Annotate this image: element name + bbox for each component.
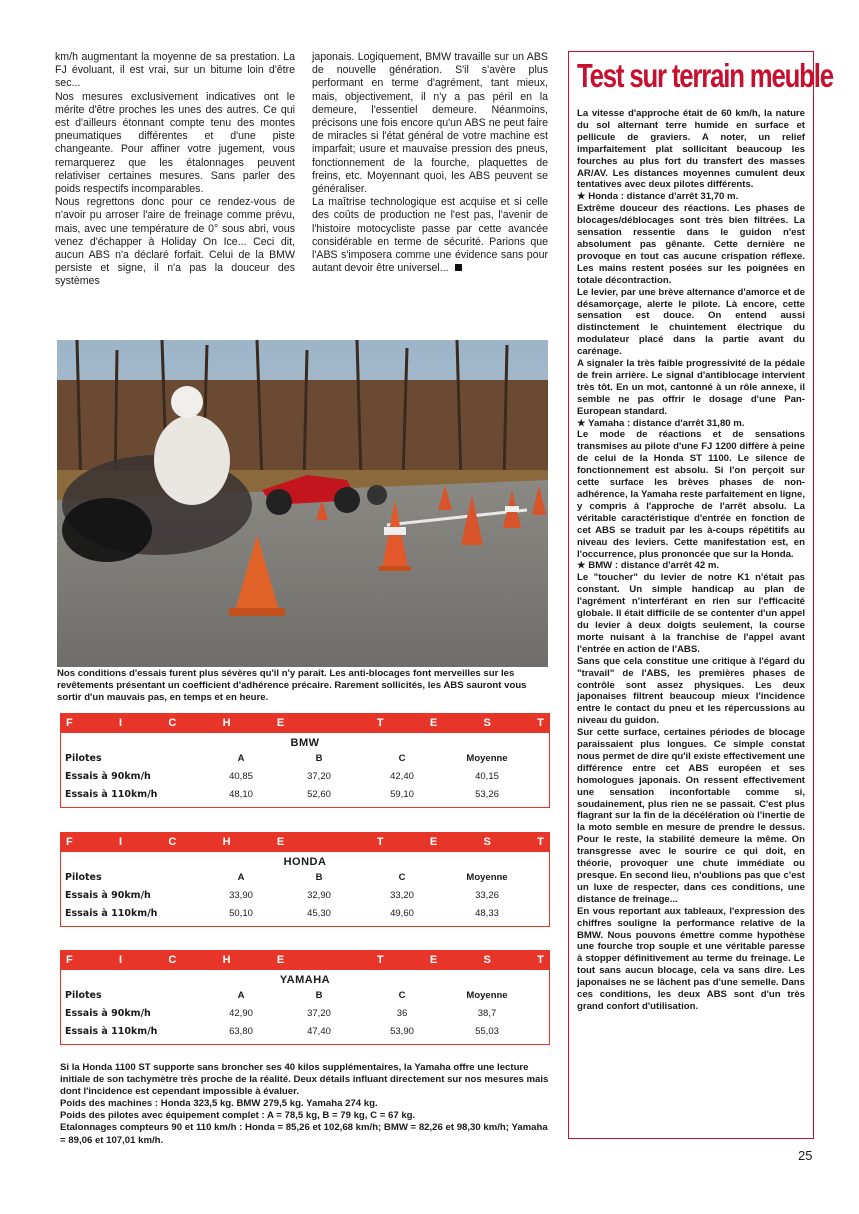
table-row: Essais à 110km/h 48,10 52,60 59,10 53,26 — [65, 789, 499, 800]
paragraph: japonais. Logiquement, BMW travaille sur un ABS de nouvelle génération. S'il s'avère plus performant en terme d'agrément, tant mieux, mais, objectivement, il n'y a pas péril en la demeure, l'essentiel demeure. Néanmoins, précisons une fois encore qu'un ABS ne peut faire de miracles si l'état général de votre machine est imparfait; usure et mauvaise pression des pneus, fonctionnement de la fourche, plaquettes de freins, etc. Moyennant quoi, les ABS peuvent se généraliser. — [312, 51, 548, 196]
text-column-middle — [312, 51, 548, 275]
sidebar-subhead: ★ Yamaha : distance d'arrêt 31,80 m. — [577, 417, 745, 429]
test-photo — [57, 340, 548, 667]
sidebar-paragraph: En vous reportant aux tableaux, l'expression des chiffres souligne la performance relative de la BMW. Nous pouvons émettre comme hypothèse une fourche trop souple et une véritable paresse à stopper définitivement au terme du freinage. Le tout sans aucun blocage, cela va sans dire. Les japonaises ne se lâchent pas d'une semelle. Dans ces conditions, les deux ABS sont d'un très grand confort d'utilisation. — [577, 905, 805, 1012]
fiche-table-bmw — [60, 713, 550, 808]
sidebar-box — [568, 51, 833, 1139]
note: Etalonnages compteurs 90 et 110 km/h : Honda = 85,26 et 102,68 km/h; BMW = 82,26 et 98,30 km/h; Yamaha = 89,06 et 107,01 km/h. — [60, 1122, 548, 1146]
paragraph: Nos mesures exclusivement indicatives ont le mérite d'être proches les unes des autres. Ce qui est d'ailleurs étonnant compte tenu des montes pneumatiques différentes et d'une piste changeante. Pour affiner votre jugement, vous remarquerez que les étalonnages peuvent relativiser certaines mesures. Sans parler des poids respectifs incomparables. — [55, 90, 295, 196]
fiche-table-honda — [60, 832, 550, 927]
paragraph: La maîtrise technologique est acquise et si celle des coûts de production ne l'est pas, l'avenir de l'histoire motocycliste passe par cette avancée considérable en terme de sécurité. Parions que l'ABS s'imposera comme une évidence sans pour autant devoir être universel... — [312, 196, 548, 275]
photo-illustration — [57, 340, 548, 667]
sidebar-subhead: ★ BMW : distance d'arrêt 42 m. — [577, 560, 720, 572]
sidebar-title: Test sur terrain meuble — [577, 57, 833, 94]
table-header-row: Pilotes A B C Moyenne — [65, 872, 508, 883]
table-brand: HONDA — [283, 856, 327, 868]
table-header-row: Pilotes A B C Moyenne — [65, 753, 508, 764]
fiche-header: F I C H E T E S T — [60, 713, 550, 733]
table-row: Essais à 90km/h 33,90 32,90 33,20 33,26 — [65, 890, 499, 901]
sidebar-paragraph: Extrême douceur des réactions. Les phases de blocages/déblocages sont très bien filtrées. La sensation ressentie dans le guidon n'est absolument pas gênante. Cette dernière ne provoque en tout cas aucune crispation réflexe. Les mains restent posées sur les poignées en totale décontraction. — [577, 203, 805, 286]
sidebar-paragraph: Sur cette surface, certaines périodes de blocage paraissaient plus longues. Ce simple constat nous permet de dire qu'il existe effectivement une différence entre cet ABS européen et ses homologues japonais. On ressent effectivement une sensation inconfortable comme si, soudainement, plus rien ne se passait. C'est plus flagrant sur la fin de la décélération où l'inertie de la moto semble en mesure de prendre le dessus. Pour le reste, la stabilité demeure la même. On transgresse avec le sourire ce qui doit, en théorie, provoquer une chute immédiate ou presque. En second lieu, n'oublions pas que c'est un luxe de respecter, dans ces conditions, une distance de freinage... — [577, 727, 805, 905]
sidebar-body — [577, 108, 805, 1013]
end-mark — [455, 264, 462, 271]
note: Poids des pilotes avec équipement complet : A = 78,5 kg, B = 79 kg, C = 67 kg. — [60, 1110, 416, 1122]
paragraph: Nous regrettons donc pour ce rendez-vous de n'avoir pu arroser l'aire de freinage comme prévu, mais, avec une température de 0° sous abri, vous venez d'échapper à Holiday On Ice... Ceci dit, aucun ABS n'a déclaré forfait. Celui de la BMW persiste et signe, il n'a pas la douceur des systèmes — [55, 196, 295, 288]
note: Si la Honda 1100 ST supporte sans broncher ses 40 kilos supplémentaires, la Yamaha offre une lecture initiale de son tachymètre très proche de la réalité. Deux détails influant directement sur nos mesures mais dont l'incidence est cependant impossible à évaluer. — [60, 1062, 549, 1098]
sidebar-paragraph: La vitesse d'approche était de 60 km/h, la nature du sol alternant terre humide en surface et pellicule de graviers. A noter, un relief imparfaitement plat sollicitant beaucoup les fourches au plus fort du transfert des masses AR/AV. Les distances moyennes cumulent deux tentatives avec deux pilotes différents. — [577, 108, 805, 191]
table-row: Essais à 90km/h 42,90 37,20 36 38,7 — [65, 1008, 497, 1019]
sidebar-paragraph: Sans que cela constitue une critique à l'égard du "travail" de l'ABS, les premières phases de contrôle sont assez physiques. Les deux japonaises filtrent beaucoup mieux l'incidence entre le contact du pneu et les répercussions au niveau du guidon. — [577, 655, 805, 727]
table-notes — [60, 1062, 552, 1147]
paragraph: km/h augmentant la moyenne de sa prestation. La FJ évoluant, il est vrai, sur un bitume loin d'être sec... — [55, 51, 295, 90]
sidebar-paragraph: A signaler la très faible progressivité de la pédale de frein arrière. Le signal d'antiblocage intervient très tôt. En un mot, cantonné à un rôle annexe, il semble ne pas offrir le dosage d'une Pan-European standard. — [577, 358, 805, 417]
photo-caption: Nos conditions d'essais furent plus sévères qu'il n'y paraît. Les anti-blocages font merveilles sur les revêtements présentant un coefficient d'adhérence précaire. Rarement sollicités, les ABS sauront vous sortir d'un mauvais pas, en temps et en heure. — [57, 668, 527, 704]
sidebar-paragraph: Le levier, par une brève alternance d'amorce et de désamorçage, alerte le pilote. Là encore, cette sensation est douce. On entend aussi distinctement le chuintement électrique du modulateur placé dans la partie avant du carénage. — [577, 286, 805, 358]
table-row: Essais à 110km/h 50,10 45,30 49,60 48,33 — [65, 908, 499, 919]
note: Poids des machines : Honda 323,5 kg. BMW 279,5 kg. Yamaha 274 kg. — [60, 1098, 378, 1110]
text-column-left — [55, 51, 295, 289]
fiche-header: F I C H E T E S T — [60, 832, 550, 852]
fiche-header: F I C H E T E S T — [60, 950, 550, 970]
page-number: 25 — [798, 1148, 813, 1163]
sidebar-paragraph: Le "toucher" du levier de notre K1 n'était pas constant. Un simple handicap au plan de l'agrément n'interférant en rien sur l'efficacité globale. Il était difficile de se contenter d'un appel du levier à deux doigts seulement, la course morte nuisant à la franchise de l'appel avant l'entrée en action de l'ABS. — [577, 572, 805, 655]
sidebar-subhead: ★ Honda : distance d'arrêt 31,70 m. — [577, 191, 739, 203]
table-brand: BMW — [290, 737, 320, 749]
table-brand: YAMAHA — [279, 974, 331, 986]
table-row: Essais à 90km/h 40,85 37,20 42,40 40,15 — [65, 771, 499, 782]
sidebar-paragraph: Le mode de réactions et de sensations transmises au pilote d'une FJ 1200 diffère à peine de celui de la Honda ST 1100. Le silence de fonctionnement est absolu. Si l'on perçoit sur cette surface les brèves phases de non-adhérence, la Yamaha reste parfaitement en ligne, y compris à l'approche de l'arrêt absolu. La véritable caractéristique d'entrée en fonction de cet ABS se traduit par les à-coups répétitifs au niveau des leviers. Cette manifestation est, en l'occurrence, plus prononcée que sur la Honda. — [577, 429, 805, 560]
table-header-row: Pilotes A B C Moyenne — [65, 990, 508, 1001]
table-row: Essais à 110km/h 63,80 47,40 53,90 55,03 — [65, 1026, 499, 1037]
fiche-table-yamaha — [60, 950, 550, 1045]
